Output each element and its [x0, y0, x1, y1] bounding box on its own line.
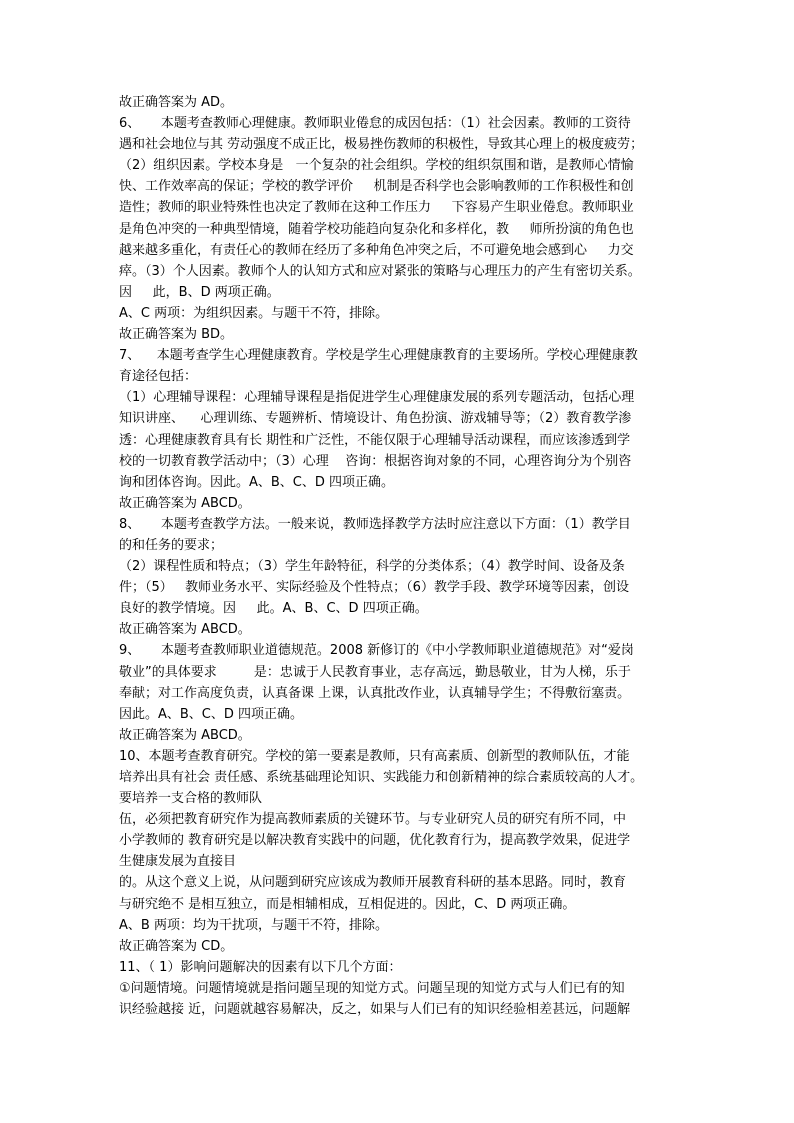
- text-line: 6、 本题考查教师心理健康。教师职业倦怠的成因包括：（1）社会因素。教师的工资待: [119, 116, 631, 132]
- text-line: 的和任务的要求；: [119, 537, 224, 553]
- text-line: 故正确答案为 ABCD。: [119, 727, 251, 743]
- text-line: 11、（ 1）影响问题解决的因素有以下几个方面：: [119, 959, 402, 975]
- text-line: 造性；教师的职业特殊性也决定了教师在这种工作压力 下容易产生职业倦怠。教师职业: [119, 200, 634, 216]
- text-line: 故正确答案为 AD。: [119, 95, 234, 110]
- text-line: （2）课程性质和特点；（3）学生年龄特征，科学的分类体系；（4）教学时间、设备及条: [119, 559, 625, 575]
- text-line: 10、本题考查教育研究。学校的第一要素是教师，只有高素质、创新型的教师队伍，才能: [119, 748, 630, 764]
- text-line: 9、 本题考查教师职业道德规范。2008 新修订的《中小学教师职业道德规范》对“爱岗: [119, 643, 634, 659]
- text-line: 敬业”的具体要求 是：忠诚于人民教育事业，志存高远，勤恳敬业，甘为人梯，乐于: [119, 664, 631, 680]
- text-line: （2）组织因素。学校本身是 一个复杂的社会组织。学校的组织氛围和谐，是教师心情愉: [119, 158, 634, 174]
- text-line: ①问题情境。问题情境就是指问题呈现的知觉方式。问题呈现的知觉方式与人们已有的知: [119, 980, 625, 996]
- text-line: A、C 两项：为组织因素。与题干不符，排除。: [119, 305, 389, 321]
- text-line: 育途径包括：: [119, 369, 198, 385]
- text-line: 生健康发展为直接目: [119, 854, 237, 870]
- text-line: 培养出具有社会 责任感、系统基础理论知识、实践能力和创新精神的综合素质较高的人才。: [119, 770, 644, 785]
- text-line: 要培养一支合格的教师队: [119, 791, 263, 807]
- text-line: 因此。A、B、C、D 四项正确。: [119, 706, 304, 722]
- text-line: 快、工作效率高的保证；学校的教学评价 机制是否科学也会影响教师的工作积极性和创: [119, 179, 634, 195]
- text-line: 因 此，B、D 两项正确。: [119, 284, 280, 300]
- text-line: 故正确答案为 ABCD。: [119, 495, 251, 511]
- text-line: 7、 本题考查学生心理健康教育。学校是学生心理健康教育的主要场所。学校心理健康教: [119, 348, 638, 364]
- text-line: 奉献；对工作高度负责，认真备课 上课，认真批改作业，认真辅导学生；不得敷衍塞责。: [119, 685, 631, 701]
- text-line: 的。从这个意义上说，从问题到研究应该成为教师开展教育科研的基本思路。同时，教育: [119, 875, 627, 891]
- text-line: 识经验越接 近，问题就越容易解决，反之，如果与人们已有的知识经验相差甚远，问题解: [119, 1002, 631, 1018]
- text-line: 件；（5） 教师业务水平、实际经验及个性特点；（6）教学手段、教学环境等因素，创设: [119, 580, 629, 596]
- text-line: 知识讲座、 心理训练、专题辨析、情境设计、角色扮演、游戏辅导等；（2）教育教学渗: [119, 411, 632, 427]
- text-line: 透：心理健康教育具有长 期性和广泛性，不能仅限于心理辅导活动课程，而应该渗透到学: [119, 432, 631, 448]
- text-line: 良好的教学情境。因 此。A、B、C、D 四项正确。: [119, 601, 428, 617]
- text-line: 故正确答案为 BD。: [119, 327, 234, 343]
- text-line: 伍，必须把教育研究作为提高教师素质的关键环节。与专业研究人员的研究有所不同，中: [119, 812, 627, 828]
- text-line: 越来越多重化，有责任心的教师在经历了多种角色冲突之后，不可避免地会感到心 力交: [119, 242, 634, 258]
- text-line: 询和团体咨询。因此。A、B、C、D 四项正确。: [119, 474, 395, 490]
- text-line: A、B 两项：均为干扰项，与题干不符，排除。: [119, 917, 388, 933]
- text-line: 校的一切教育教学活动中；（3）心理 咨询：根据咨询对象的不同，心理咨询分为个别咨: [119, 453, 632, 469]
- text-line: （1）心理辅导课程：心理辅导课程是指促进学生心理健康发展的系列专题活动，包括心理: [119, 390, 635, 406]
- text-line: 故正确答案为 ABCD。: [119, 622, 251, 638]
- text-line: 小学教师的 教育研究是以解决教育实践中的问题，优化教育行为，提高教学效果，促进学: [119, 833, 631, 849]
- text-line: 遇和社会地位与其 劳动强度不成正比，极易挫伤教师的积极性，导致其心理上的极度疲劳；: [119, 137, 644, 153]
- text-line: 故正确答案为 CD。: [119, 938, 234, 954]
- document-page: [119, 92, 683, 1020]
- text-line: 瘁。（3）个人因素。教师个人的认知方式和应对紧张的策略与心理压力的产生有密切关系。: [119, 263, 641, 279]
- text-line: 是角色冲突的一种典型情境，随着学校功能趋向复杂化和多样化，教 师所扮演的角色也: [119, 221, 634, 237]
- text-line: 与研究绝不 是相互独立，而是相辅相成，互相促进的。因此，C、D 两项正确。: [119, 896, 576, 912]
- text-line: 8、 本题考查教学方法。一般来说，教师选择教学方法时应注意以下方面：（1）教学目: [119, 516, 631, 532]
